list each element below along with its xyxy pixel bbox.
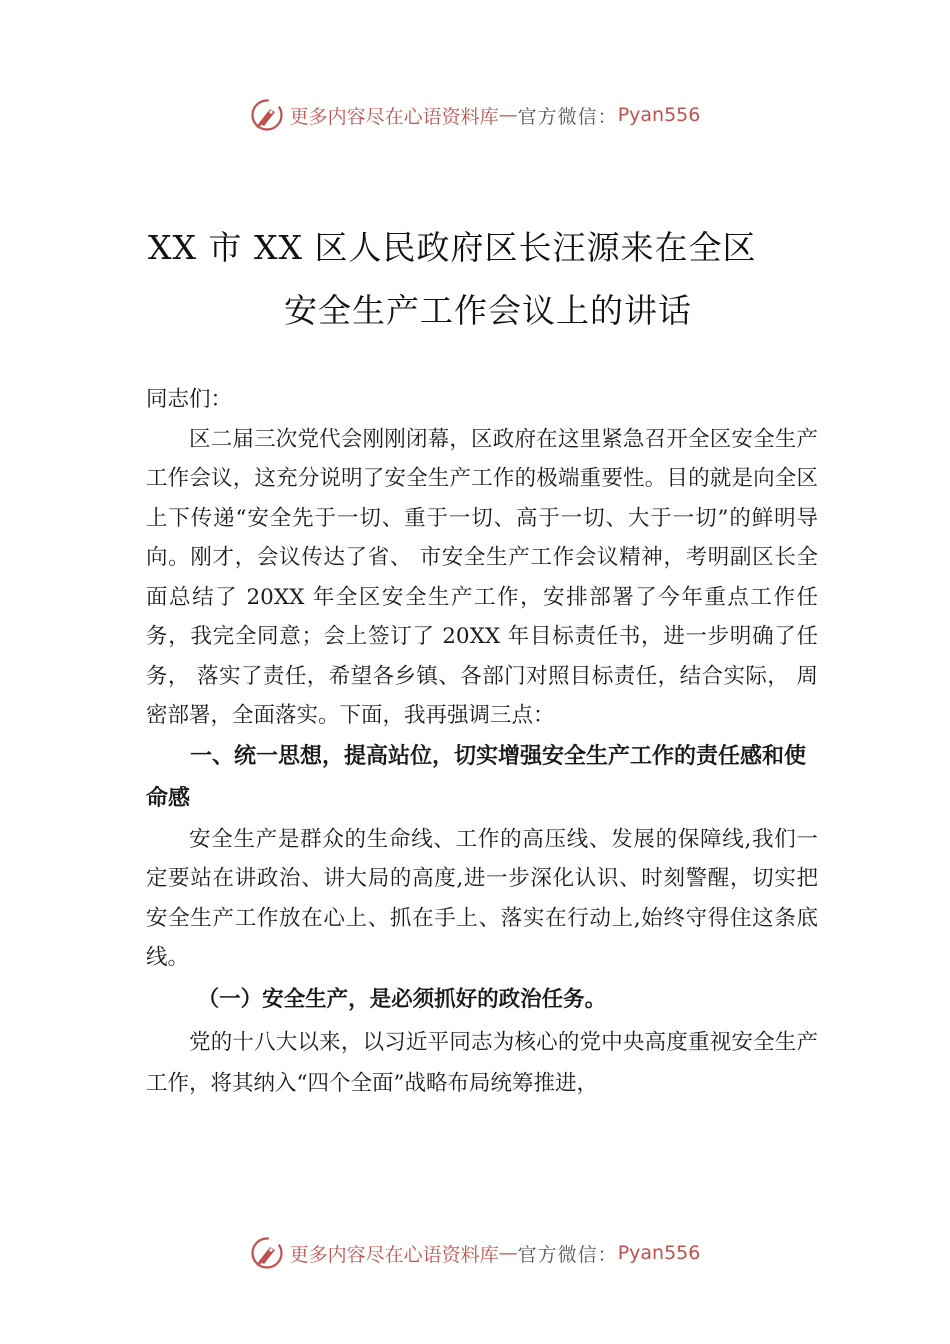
banner-separator: — (498, 1242, 518, 1264)
pen-nib-circle-icon (250, 98, 284, 132)
document-body (146, 380, 818, 1104)
banner-label: 官方微信： (517, 1243, 618, 1266)
paragraph-section1: 安全生产是群众的生命线、工作的高压线、发展的保障线,我们一定要站在讲政治、讲大局的高度,进一步深化认识、时刻警醒，切实把安全生产工作放在心上、抓在手上、落实在行动上,始终守得住这条底线。 (146, 826, 818, 970)
banner-wechat-id: Pyan556 (617, 1242, 701, 1264)
paragraph-intro: 区二届三次党代会刚刚闭幕，区政府在这里紧急召开全区安全生产工作会议，这充分说明了安全生产工作的极端重要性。目的就是向全区上下传递“安全先于一切、重于一切、高于一切、大于一切”的鲜明导向。刚才，会议传达了省、 市安全生产工作会议精神，考明副区长全面总结了 20XX 年全区安全生产工作，安排部署了今年重点工作任务，我完全同意；会上签订了 20XX 年目标责任书，进一步明确了任务， 落实了责任，希望各乡镇、各部门对照目标责任，结合实际， 周密部署，全面落实。下面，我再强调三点： (146, 426, 818, 728)
banner-wechat-id: Pyan556 (617, 104, 701, 126)
footer-banner (0, 1233, 950, 1273)
section-heading-1: 一、统一思想，提高站位，切实增强安全生产工作的责任感和使命感 (146, 743, 807, 811)
salutation: 同志们： (146, 387, 233, 412)
banner-brand: 更多内容尽在心语资料库 (289, 1243, 499, 1266)
banner-brand: 更多内容尽在心语资料库 (289, 105, 499, 128)
header-banner (0, 95, 950, 135)
document-title-line2: 安全生产工作会议上的讲话 (284, 291, 692, 330)
banner-label: 官方微信： (517, 105, 618, 128)
document-title-line1: XX 市 XX 区人民政府区长汪源来在全区 (148, 228, 757, 267)
paragraph-subsection1: 党的十八大以来，以习近平同志为核心的党中央高度重视安全生产工作，将其纳入“四个全面”战略布局统筹推进， (146, 1029, 818, 1096)
pen-nib-circle-icon (250, 1236, 284, 1270)
subsection-heading-1: （一）安全生产，是必须抓好的政治任务。 (197, 986, 607, 1012)
banner-separator: — (498, 104, 518, 126)
